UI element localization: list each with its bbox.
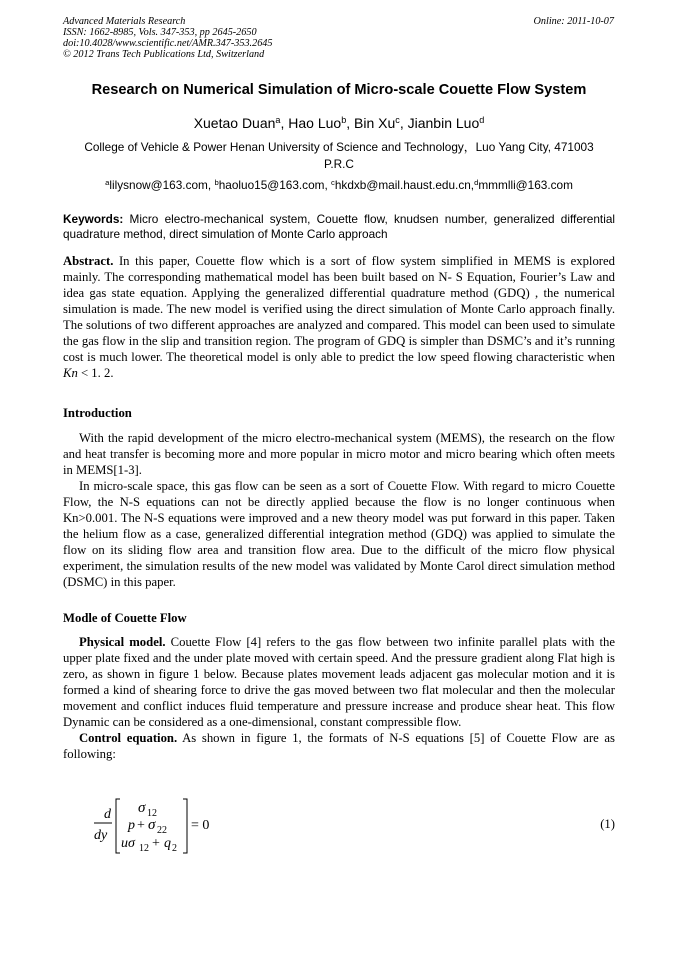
paragraph: In micro-scale space, this gas flow can be seen as a sort of Couette Flow. With regard to micro Couette Flow, the N-S equations can not be directly applied because the flow is no longer continuous when Kn>0.001. The N-S equations were improved and a new theory model was put forward in this paper. Taken the helium flow as a case, generalized differential integration method (GDQ) was applied to simulate the flow on its sliding flow area and transition flow area. Due to the difficult of the micro flow physical experiment, the simulation results of the new model was validated by Monte Carol direct simulation method (DSMC) in this paper.: [63, 479, 615, 590]
email-address[interactable]: hkdxb@mail.haust.edu.cn: [334, 178, 471, 192]
eq-sigma: σ: [138, 800, 146, 816]
issn-line: ISSN: 1662-8985, Vols. 347-353, pp 2645-2650: [63, 27, 257, 38]
author-name: Hao Luo: [288, 115, 342, 131]
equation-1: [92, 795, 615, 855]
introduction-body: [63, 430, 615, 590]
paragraph: [63, 730, 615, 762]
email-sup: d: [474, 177, 479, 187]
paragraph-text: Couette Flow [4] refers to the gas flow between two infinite parallel plats with the upper plate fixed and the under plate moved with certain speed. And the pressure gradient along Flat high is zero, as shown in figure 1 below. Because plates movement leads adjacent gas molecular motion and it is formed a kind of shearing force to drive the gas moved between two flat molecular and then the molecular movement and conflict induces fluid temperature and pressure increase and produce shear heat. This flow Dynamic can be considered as a one-dimensional, constant compressible flow.: [63, 635, 615, 730]
paragraph: With the rapid development of the micro electro-mechanical system (MEMS), the research on the flow and heat transfer is becoming more and more popular in micro motor and micro bearing which often meets in MEMS[1-3].: [63, 431, 615, 478]
abstract-text-end: < 1. 2.: [80, 366, 114, 381]
affiliation: [63, 139, 615, 173]
online-date: Online: 2011-10-07: [533, 16, 614, 27]
email-sup: c: [331, 177, 335, 187]
eq-usigma: uσ: [121, 836, 135, 851]
eq-left-bracket: [116, 799, 120, 853]
keywords-label: Keywords:: [63, 212, 124, 226]
paragraph: [63, 634, 615, 730]
author-sup: d: [479, 115, 485, 125]
copyright-line: © 2012 Trans Tech Publications Ltd, Switzerland: [63, 49, 265, 60]
equation-number: (1): [600, 817, 615, 831]
email-address[interactable]: haoluo15@163.com: [218, 178, 325, 192]
paper-title: Research on Numerical Simulation of Micro-scale Couette Flow System: [91, 82, 587, 98]
author-sup: a: [275, 115, 281, 125]
abstract-text: In this paper, Couette flow which is a sort of flow system simplified in MEMS is explored mainly. The corresponding mathematical model has been built based on N- S Equation, Fourier’s Law and idea gas state equation. Applying the generalized differential quadrature method (GDQ) , the numerical simulation is made. The new model is verified using the direct simulation of Monte Carlo approach finally. The solutions of two different approaches are analyzed and compared. This model can been used to simulate the gas flow in the slip and transition region. The program of GDQ is simpler than DSMC’s and it’s running cost is much lower. The theoretical model is only able to predict the low speed flowing characteristic when: [63, 254, 616, 365]
paragraph-label: Control equation.: [79, 731, 178, 746]
paragraph-label: Physical model.: [79, 635, 166, 649]
keywords-text: Micro electro-mechanical system, Couette flow, knudsen number, generalized differential quadrature method, direct simulation of Monte Carlo approach: [63, 212, 616, 241]
abstract-label: Abstract.: [63, 254, 114, 268]
model-body: [63, 634, 615, 762]
section-heading-model: Modle of Couette Flow: [63, 611, 187, 625]
eq-dy: dy: [94, 828, 108, 843]
eq-sub: 22: [157, 825, 167, 836]
eq-rhs: = 0: [191, 818, 210, 833]
journal-name: Advanced Materials Research: [63, 16, 186, 27]
author-sup: b: [341, 115, 347, 125]
email-sup: a: [105, 177, 110, 187]
affiliation-line: College of Vehicle & Power Henan University of Science and Technology，Luo Yang City, 471003: [84, 140, 594, 154]
email-sup: b: [214, 177, 219, 187]
eq-p: p: [128, 818, 135, 833]
author-name: Xuetao Duan: [193, 115, 276, 131]
eq-sigma: σ: [148, 817, 156, 833]
eq-sub: 12: [147, 808, 157, 819]
author-name: Jianbin Luo: [407, 115, 480, 131]
eq-plus: +: [152, 836, 160, 851]
author-list: Xuetao Duan$^a$, Hao Luo$^b$, Bin Xu$^c$, Jianbin Luo$^d$: [193, 115, 485, 131]
abstract-kn: Kn: [63, 366, 78, 381]
section-heading-introduction: Introduction: [63, 406, 132, 420]
paragraph-text: As shown in figure 1, the formats of N-S equations [5] of Couette Flow are as following:: [63, 731, 615, 762]
email-address[interactable]: lilysnow@163.com: [109, 178, 208, 192]
eq-sub: 2: [172, 843, 177, 854]
eq-right-bracket: [183, 799, 187, 853]
eq-q: q: [164, 836, 171, 851]
doi-line: doi:10.4028/www.scientific.net/AMR.347-353.2645: [63, 38, 273, 49]
email-list: $^a$lilysnow@163.com, $^b$haoluo15@163.com, $^c$hkdxb@mail.haust.edu.cn,$^d$mmmlli@163.com: [105, 177, 573, 192]
author-sup: c: [395, 115, 400, 125]
keywords: [63, 212, 615, 242]
eq-plus: +: [137, 818, 145, 833]
email-address[interactable]: mmmlli@163.com: [478, 178, 573, 192]
abstract: [63, 253, 615, 381]
author-name: Bin Xu: [354, 115, 396, 131]
eq-d: d: [104, 807, 111, 822]
eq-sub: 12: [139, 843, 149, 854]
affiliation-line: P.R.C: [324, 157, 354, 171]
